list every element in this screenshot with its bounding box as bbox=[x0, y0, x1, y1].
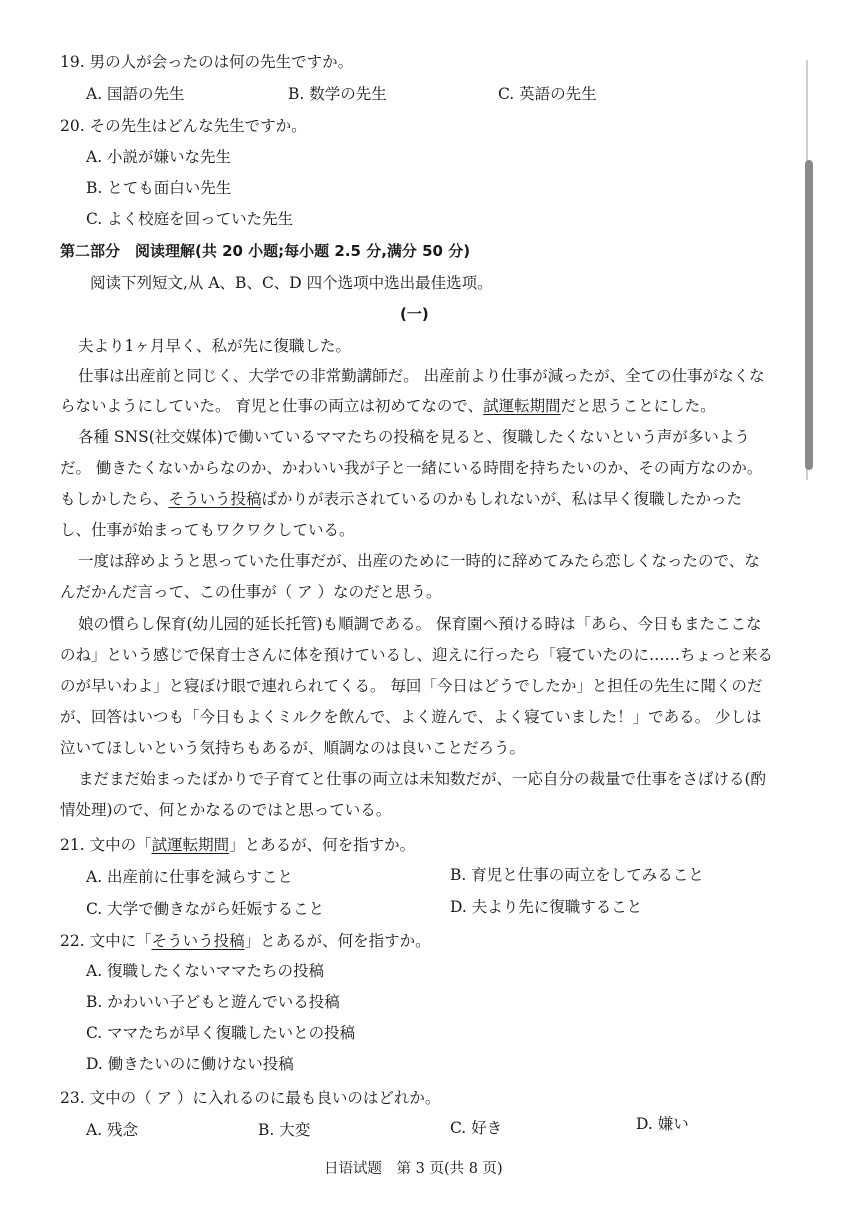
passage-line: まだまだ始まったばかりで子育てと仕事の両立は未知数だが、一応自分の裁量で仕事をさばける(酌 bbox=[78, 770, 767, 788]
question-23-option-b: B. 大変 bbox=[258, 1121, 311, 1139]
passage-line: 情处理)ので、何とかなるのではと思っている。 bbox=[60, 801, 392, 819]
question-23-stem: 23. 文中の（ ア ）に入れるのに最も良いのはどれか。 bbox=[60, 1089, 441, 1107]
question-21-stem: 21. 文中の「試運転期間」とあるが、何を指すか。 bbox=[60, 836, 416, 854]
section-title: 第二部分 阅读理解(共 20 小题;每小题 2.5 分,满分 50 分) bbox=[60, 242, 471, 260]
passage-number: (一) bbox=[400, 305, 429, 323]
question-20-option-c: C. よく校庭を回っていた先生 bbox=[86, 210, 294, 228]
question-23-option-c: C. 好き bbox=[450, 1119, 503, 1137]
question-19-option-a: A. 国語の先生 bbox=[86, 85, 185, 103]
question-21-option-a: A. 出産前に仕事を減らすこと bbox=[86, 868, 294, 886]
question-19-option-c: C. 英語の先生 bbox=[498, 85, 597, 103]
passage-line: のが早いわよ」と寝ぼけ眼で連れられてくる。 毎回「今日はどうでしたか」と担任の先生に聞くのだ bbox=[60, 677, 763, 695]
passage-line: のね」という感じで保育士さんに体を預けているし、迎えに行ったら「寝ていたのに……ちょっと来る bbox=[60, 646, 774, 664]
section-instruction: 阅读下列短文,从 A、B、C、D 四个选项中选出最佳选项。 bbox=[90, 274, 493, 292]
passage-line: が、回答はいつも「今日もよくミルクを飲んで、よく遊んで、よく寝ていました！」である。 少しは bbox=[60, 708, 762, 726]
question-19-stem: 19. 男の人が会ったのは何の先生ですか。 bbox=[60, 53, 354, 71]
question-21-option-b: B. 育児と仕事の両立をしてみること bbox=[450, 866, 704, 884]
question-22-option-b: B. かわいい子どもと遊んでいる投稿 bbox=[86, 993, 340, 1011]
question-21-option-c: C. 大学で働きながら妊娠すること bbox=[86, 900, 325, 918]
passage-line: 泣いてほしいという気持ちもあるが、順調なのは良いことだろう。 bbox=[60, 739, 526, 757]
question-23-option-a: A. 残念 bbox=[86, 1121, 139, 1139]
question-19-option-b: B. 数学の先生 bbox=[288, 85, 387, 103]
passage-line: 各種 SNS(社交媒体)で働いているママたちの投稿を見ると、復職したくないという声が多いよう bbox=[78, 428, 750, 446]
underlined-phrase: 試運転期間 bbox=[483, 397, 561, 415]
underlined-phrase: そういう投稿 bbox=[168, 490, 262, 508]
passage-line: 一度は辞めようと思っていた仕事だが、出産のために一時的に辞めてみたら恋しくなったので、な bbox=[78, 552, 760, 570]
scrollbar-thumb[interactable] bbox=[805, 160, 813, 470]
question-20-option-a: A. 小説が嫌いな先生 bbox=[86, 148, 232, 166]
passage-line: 娘の慣らし保育(幼儿园的延长托管)も順調である。 保育園へ預ける時は「あら、今日もまたここな bbox=[78, 615, 762, 633]
question-22-option-a: A. 復職したくないママたちの投稿 bbox=[86, 962, 325, 980]
question-23-option-d: D. 嫌い bbox=[636, 1115, 689, 1133]
page-footer: 日语试题 第 3 页(共 8 页) bbox=[324, 1161, 503, 1177]
passage-line: し、仕事が始まってもワクワクしている。 bbox=[60, 521, 355, 539]
question-20-stem: 20. その先生はどんな先生ですか。 bbox=[60, 117, 307, 135]
question-22-stem: 22. 文中に「そういう投稿」とあるが、何を指すか。 bbox=[60, 932, 431, 950]
question-22-option-c: C. ママたちが早く復職したいとの投稿 bbox=[86, 1024, 356, 1042]
question-20-option-b: B. とても面白い先生 bbox=[86, 179, 232, 197]
passage-line: んだかんだ言って、この仕事が（ ア ）なのだと思う。 bbox=[60, 583, 442, 601]
question-22-option-d: D. 働きたいのに働けない投稿 bbox=[86, 1055, 294, 1073]
passage-line: らないようにしていた。 育児と仕事の両立は初めてなので、試運転期間だと思うことにした。 bbox=[60, 397, 716, 415]
passage-line: だ。 働きたくないからなのか、かわいい我が子と一緒にいる時間を持ちたいのか、その両方なのか。 bbox=[60, 459, 763, 477]
question-21-option-d: D. 夫より先に復職すること bbox=[450, 898, 643, 916]
passage-line: 仕事は出産前と同じく、大学での非常勤講師だ。 出産前より仕事が減ったが、全ての仕事がなくな bbox=[78, 367, 765, 385]
passage-line: 夫より1ヶ月早く、私が先に復職した。 bbox=[78, 337, 352, 355]
passage-line: もしかしたら、そういう投稿ばかりが表示されているのかもしれないが、私は早く復職したかった bbox=[60, 490, 743, 508]
